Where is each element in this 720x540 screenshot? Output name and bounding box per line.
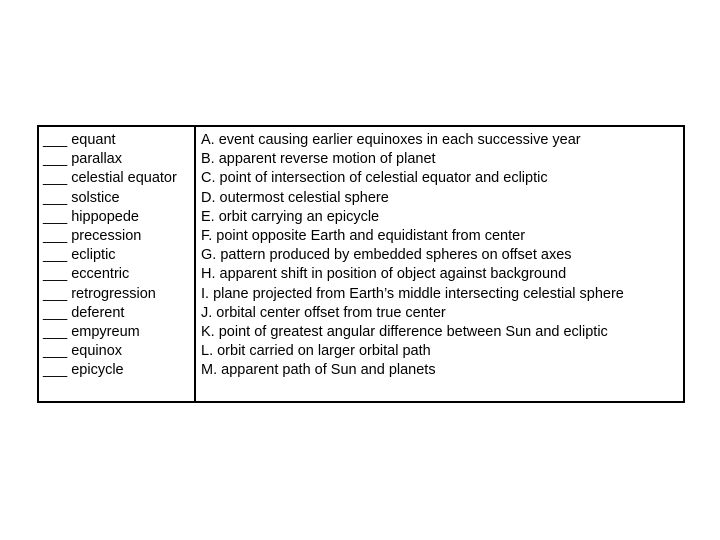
definition-item: D. outermost celestial sphere (201, 189, 389, 206)
term-item: ___ retrogression (43, 285, 156, 302)
definition-item: C. point of intersection of celestial equator and ecliptic (201, 170, 548, 187)
matching-table (37, 125, 685, 403)
term-item: ___ hippopede (43, 208, 139, 225)
definitions-column (196, 127, 683, 401)
term-item: ___ ecliptic (43, 247, 116, 264)
definition-item: K. point of greatest angular difference between Sun and ecliptic (201, 324, 608, 341)
term-item: ___ celestial equator (43, 170, 177, 187)
definition-item: L. orbit carried on larger orbital path (201, 343, 431, 360)
term-item: ___ equant (43, 132, 116, 148)
definition-item: B. apparent reverse motion of planet (201, 151, 436, 168)
term-item: ___ deferent (43, 304, 125, 321)
terms-column (39, 127, 196, 401)
term-item: ___ parallax (43, 151, 122, 168)
term-item: ___ empyreum (43, 324, 140, 341)
definition-item: J. orbital center offset from true center (201, 304, 446, 321)
definition-item: F. point opposite Earth and equidistant from center (201, 228, 526, 245)
term-item: ___ precession (43, 228, 142, 245)
term-item: ___ eccentric (43, 266, 130, 283)
definition-item: I. plane projected from Earth’s middle intersecting celestial sphere (201, 285, 624, 302)
definition-item: E. orbit carrying an epicycle (201, 208, 380, 225)
definition-item: A. event causing earlier equinoxes in each successive year (201, 132, 581, 148)
definition-item: M. apparent path of Sun and planets (201, 362, 436, 379)
term-item: ___ solstice (43, 189, 120, 206)
definition-item: G. pattern produced by embedded spheres on offset axes (201, 247, 572, 264)
term-item: ___ equinox (43, 343, 123, 360)
term-item: ___ epicycle (43, 362, 124, 379)
definition-item: H. apparent shift in position of object against background (201, 266, 567, 283)
